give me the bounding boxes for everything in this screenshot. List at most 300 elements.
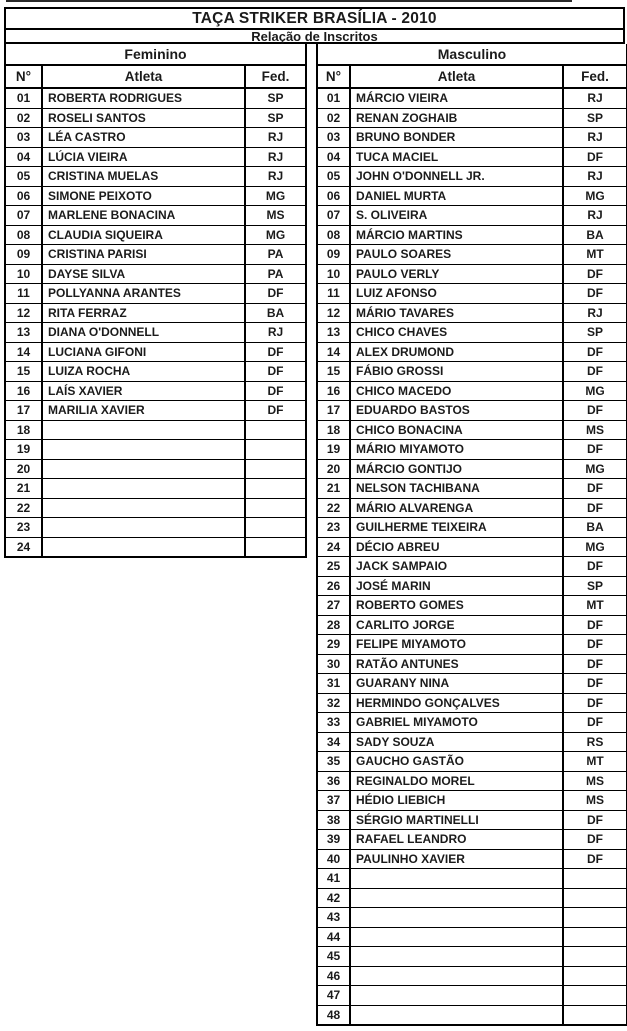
row-number-cell: 08 [317,225,350,245]
table-row [317,674,627,694]
federation-cell: BA [563,518,627,538]
table-row [317,381,627,401]
table-row [317,459,627,479]
federation-cell [245,498,306,518]
row-number-cell: 45 [317,947,350,967]
table-row [317,518,627,538]
row-number-cell: 27 [317,596,350,616]
federation-cell [563,966,627,986]
athlete-name-cell [350,1005,563,1025]
athlete-name-cell: RENAN ZOGHAIB [350,108,563,128]
row-number-cell: 46 [317,966,350,986]
row-number-cell: 06 [5,186,42,206]
row-number-cell: 13 [5,323,42,343]
row-number-cell: 15 [5,362,42,382]
row-number-cell: 03 [5,128,42,148]
table-row [317,128,627,148]
federation-cell [245,537,306,557]
row-number-cell: 41 [317,869,350,889]
row-number-cell: 07 [317,206,350,226]
table-row [317,206,627,226]
table-row [317,323,627,343]
row-number-cell: 21 [317,479,350,499]
table-row [317,810,627,830]
row-number-cell: 23 [317,518,350,538]
federation-cell: RJ [563,88,627,108]
table-row [5,498,306,518]
row-number-cell: 08 [5,225,42,245]
table-row [5,303,306,323]
table-row [5,284,306,304]
row-number-cell: 13 [317,323,350,343]
athlete-name-cell: MARILIA XAVIER [42,401,245,421]
federation-cell: MT [563,245,627,265]
table-row [317,947,627,967]
row-number-cell: 40 [317,849,350,869]
federation-cell: SP [563,576,627,596]
table-row [5,323,306,343]
federation-cell [563,986,627,1006]
federation-cell: SP [563,323,627,343]
row-number-cell: 16 [317,381,350,401]
athlete-name-cell: LAÍS XAVIER [42,381,245,401]
column-header-row [5,65,306,88]
table-row [5,88,306,108]
athlete-name-cell: MÁRCIO MARTINS [350,225,563,245]
masculino-table-container [316,44,626,1026]
table-row [317,498,627,518]
table-row [5,362,306,382]
federation-cell [245,440,306,460]
row-number-cell: 10 [317,264,350,284]
table-row [317,849,627,869]
federation-cell: MS [563,771,627,791]
federation-cell: MG [563,537,627,557]
athlete-name-cell: JOSÉ MARIN [350,576,563,596]
table-row [5,342,306,362]
athlete-name-cell: CRISTINA PARISI [42,245,245,265]
table-row [5,186,306,206]
table-row [317,752,627,772]
section-title-masculino: Masculino [317,44,627,65]
athlete-name-cell: GUARANY NINA [350,674,563,694]
athlete-name-cell: CRISTINA MUELAS [42,167,245,187]
federation-cell: DF [245,342,306,362]
table-row [317,615,627,635]
federation-cell [563,1005,627,1025]
table-row [317,557,627,577]
athlete-name-cell: DÉCIO ABREU [350,537,563,557]
federation-cell [563,908,627,928]
row-number-cell: 31 [317,674,350,694]
athlete-name-cell: HÉDIO LIEBICH [350,791,563,811]
table-row [317,245,627,265]
row-number-cell: 19 [5,440,42,460]
row-number-cell: 14 [5,342,42,362]
federation-cell: PA [245,245,306,265]
table-row [317,303,627,323]
row-number-cell: 43 [317,908,350,928]
row-number-cell: 32 [317,693,350,713]
row-number-cell: 34 [317,732,350,752]
federation-cell: BA [245,303,306,323]
athlete-name-cell: JOHN O'DONNELL JR. [350,167,563,187]
row-number-cell: 28 [317,615,350,635]
column-header-num: N° [5,65,42,88]
athlete-name-cell [350,908,563,928]
table-row [5,167,306,187]
athlete-name-cell: FELIPE MIYAMOTO [350,635,563,655]
row-number-cell: 01 [317,88,350,108]
row-number-cell: 30 [317,654,350,674]
row-number-cell: 25 [317,557,350,577]
row-number-cell: 39 [317,830,350,850]
row-number-cell: 47 [317,986,350,1006]
row-number-cell: 17 [317,401,350,421]
federation-cell: SP [245,88,306,108]
athlete-name-cell [42,459,245,479]
athlete-name-cell: MÁRCIO VIEIRA [350,88,563,108]
federation-cell [563,888,627,908]
row-number-cell: 06 [317,186,350,206]
athlete-name-cell [350,947,563,967]
federation-cell: RJ [563,303,627,323]
row-number-cell: 14 [317,342,350,362]
row-number-cell: 35 [317,752,350,772]
athlete-name-cell: CHICO MACEDO [350,381,563,401]
athlete-name-cell [42,440,245,460]
row-number-cell: 37 [317,791,350,811]
federation-cell: RJ [563,167,627,187]
athlete-name-cell: ROSELI SANTOS [42,108,245,128]
athlete-name-cell: SÉRGIO MARTINELLI [350,810,563,830]
column-header-athlete: Atleta [350,65,563,88]
federation-cell: MG [563,186,627,206]
table-row [5,108,306,128]
federation-cell: PA [245,264,306,284]
federation-cell: SP [245,108,306,128]
federation-cell: DF [563,810,627,830]
athlete-name-cell [350,966,563,986]
row-number-cell: 24 [317,537,350,557]
federation-cell: MT [563,752,627,772]
row-number-cell: 42 [317,888,350,908]
masculino-table-body [317,88,627,1025]
athlete-name-cell: BRUNO BONDER [350,128,563,148]
table-row [317,908,627,928]
row-number-cell: 16 [5,381,42,401]
table-row [317,284,627,304]
federation-cell [245,420,306,440]
federation-cell [563,927,627,947]
athlete-name-cell: NELSON TACHIBANA [350,479,563,499]
row-number-cell: 33 [317,713,350,733]
table-row [5,459,306,479]
table-row [5,225,306,245]
federation-cell: DF [563,479,627,499]
row-number-cell: 36 [317,771,350,791]
row-number-cell: 07 [5,206,42,226]
row-number-cell: 03 [317,128,350,148]
feminino-table [4,44,307,558]
table-row [317,732,627,752]
athlete-name-cell: MÁRIO MIYAMOTO [350,440,563,460]
table-row [317,362,627,382]
table-row [317,888,627,908]
athlete-name-cell: LÉA CASTRO [42,128,245,148]
athlete-name-cell [350,927,563,947]
row-number-cell: 02 [317,108,350,128]
federation-cell: MG [563,459,627,479]
row-number-cell: 09 [5,245,42,265]
column-header-fed: Fed. [563,65,627,88]
table-row [317,654,627,674]
scan-edge-artifact [6,0,572,2]
table-row [5,479,306,499]
section-header-row [317,44,627,65]
athlete-name-cell: HERMINDO GONÇALVES [350,693,563,713]
federation-cell: DF [245,401,306,421]
federation-cell [245,479,306,499]
federation-cell: DF [245,362,306,382]
federation-cell: DF [563,713,627,733]
table-row [317,635,627,655]
federation-cell: DF [563,440,627,460]
athlete-name-cell: MÁRCIO GONTIJO [350,459,563,479]
row-number-cell: 04 [5,147,42,167]
athlete-name-cell: FÁBIO GROSSI [350,362,563,382]
row-number-cell: 21 [5,479,42,499]
column-header-row [317,65,627,88]
table-row [317,1005,627,1025]
athlete-name-cell: EDUARDO BASTOS [350,401,563,421]
table-row [317,693,627,713]
table-row [317,420,627,440]
athlete-name-cell: SIMONE PEIXOTO [42,186,245,206]
federation-cell: DF [563,635,627,655]
federation-cell: SP [563,108,627,128]
athlete-name-cell: CHICO BONACINA [350,420,563,440]
table-row [317,927,627,947]
athlete-name-cell: MARLENE BONACINA [42,206,245,226]
athlete-name-cell: PAULO VERLY [350,264,563,284]
athlete-name-cell [42,479,245,499]
table-row [317,167,627,187]
federation-cell: DF [563,830,627,850]
table-row [5,401,306,421]
table-row [5,264,306,284]
federation-cell [563,947,627,967]
table-row [317,966,627,986]
table-row [317,264,627,284]
table-row [317,791,627,811]
athlete-name-cell: ROBERTA RODRIGUES [42,88,245,108]
athlete-name-cell: GUILHERME TEIXEIRA [350,518,563,538]
athlete-name-cell: RITA FERRAZ [42,303,245,323]
table-row [5,537,306,557]
federation-cell: DF [563,401,627,421]
athlete-name-cell [350,888,563,908]
table-row [317,401,627,421]
row-number-cell: 05 [317,167,350,187]
table-row [317,108,627,128]
row-number-cell: 18 [5,420,42,440]
feminino-table-container [4,44,305,558]
row-number-cell: 15 [317,362,350,382]
table-row [317,225,627,245]
row-number-cell: 29 [317,635,350,655]
federation-cell: DF [563,498,627,518]
table-row [317,830,627,850]
row-number-cell: 12 [5,303,42,323]
row-number-cell: 17 [5,401,42,421]
row-number-cell: 26 [317,576,350,596]
athlete-name-cell: GAUCHO GASTÃO [350,752,563,772]
federation-cell: RJ [245,147,306,167]
row-number-cell: 20 [5,459,42,479]
federation-cell: MS [563,791,627,811]
federation-cell: BA [563,225,627,245]
federation-cell: MS [245,206,306,226]
row-number-cell: 19 [317,440,350,460]
federation-cell: DF [563,362,627,382]
table-row [317,147,627,167]
section-title-feminino: Feminino [5,44,306,65]
athlete-name-cell: JACK SAMPAIO [350,557,563,577]
row-number-cell: 20 [317,459,350,479]
athlete-name-cell: GABRIEL MIYAMOTO [350,713,563,733]
row-number-cell: 12 [317,303,350,323]
row-number-cell: 11 [317,284,350,304]
table-row [5,420,306,440]
row-number-cell: 18 [317,420,350,440]
page-subtitle: Relação de Inscritos [4,30,625,44]
table-row [5,128,306,148]
federation-cell: MT [563,596,627,616]
athlete-name-cell: REGINALDO MOREL [350,771,563,791]
athlete-name-cell: LUIZ AFONSO [350,284,563,304]
table-row [317,479,627,499]
feminino-table-body [5,88,306,557]
table-row [5,147,306,167]
table-row [5,518,306,538]
row-number-cell: 11 [5,284,42,304]
federation-cell: DF [563,693,627,713]
federation-cell: RJ [245,323,306,343]
federation-cell: DF [563,654,627,674]
athlete-name-cell: CHICO CHAVES [350,323,563,343]
athlete-name-cell: CLAUDIA SIQUEIRA [42,225,245,245]
athlete-name-cell: ALEX DRUMOND [350,342,563,362]
athlete-name-cell: LUCIANA GIFONI [42,342,245,362]
table-row [317,596,627,616]
row-number-cell: 48 [326,1007,341,1022]
table-row [5,381,306,401]
table-row [5,440,306,460]
athlete-name-cell: MÁRIO ALVARENGA [350,498,563,518]
federation-cell: MG [245,225,306,245]
federation-cell: DF [563,147,627,167]
masculino-table [316,44,627,1026]
table-row [317,342,627,362]
federation-cell: DF [563,557,627,577]
table-row [317,440,627,460]
athlete-name-cell: DANIEL MURTA [350,186,563,206]
athlete-name-cell: CARLITO JORGE [350,615,563,635]
federation-cell: MS [563,420,627,440]
table-row [317,771,627,791]
athlete-name-cell [350,869,563,889]
row-number-cell: 09 [317,245,350,265]
athlete-name-cell: PAULINHO XAVIER [350,849,563,869]
federation-cell [245,518,306,538]
table-row [317,869,627,889]
athlete-name-cell [42,537,245,557]
athlete-name-cell [42,420,245,440]
federation-cell: DF [563,849,627,869]
row-number-cell: 02 [5,108,42,128]
athlete-name-cell [42,498,245,518]
athlete-name-cell: MÁRIO TAVARES [350,303,563,323]
row-number-cell: 44 [317,927,350,947]
table-row [5,245,306,265]
athlete-name-cell: DIANA O'DONNELL [42,323,245,343]
table-row [317,186,627,206]
athlete-name-cell: SADY SOUZA [350,732,563,752]
federation-cell [245,459,306,479]
row-number-cell: 23 [5,518,42,538]
table-row [317,713,627,733]
athlete-name-cell: RATÃO ANTUNES [350,654,563,674]
federation-cell: DF [563,674,627,694]
athlete-name-cell: LUIZA ROCHA [42,362,245,382]
athlete-name-cell: PAULO SOARES [350,245,563,265]
federation-cell [563,869,627,889]
column-header-num: N° [317,65,350,88]
row-number-cell: 22 [317,498,350,518]
federation-cell: MG [245,186,306,206]
federation-cell: MG [563,381,627,401]
section-header-row [5,44,306,65]
athlete-name-cell [42,518,245,538]
federation-cell: DF [563,264,627,284]
federation-cell: RJ [563,206,627,226]
table-row [317,986,627,1006]
athlete-name-cell: S. OLIVEIRA [350,206,563,226]
table-row [317,576,627,596]
row-number-cell: 01 [5,88,42,108]
athlete-name-cell: DAYSE SILVA [42,264,245,284]
row-number-cell: 05 [5,167,42,187]
athlete-name-cell [350,986,563,1006]
column-header-fed: Fed. [245,65,306,88]
federation-cell: DF [245,381,306,401]
federation-cell: DF [245,284,306,304]
athlete-name-cell: ROBERTO GOMES [350,596,563,616]
federation-cell: DF [563,615,627,635]
row-number-cell: 24 [16,539,31,554]
athlete-name-cell: POLLYANNA ARANTES [42,284,245,304]
federation-cell: RJ [245,167,306,187]
tournament-title: TAÇA STRIKER BRASÍLIA - 2010 [4,7,625,30]
row-number-cell: 04 [317,147,350,167]
federation-cell: DF [563,342,627,362]
athlete-name-cell: TUCA MACIEL [350,147,563,167]
column-header-athlete: Atleta [42,65,245,88]
row-number-cell: 10 [5,264,42,284]
federation-cell: RS [563,732,627,752]
table-row [5,206,306,226]
